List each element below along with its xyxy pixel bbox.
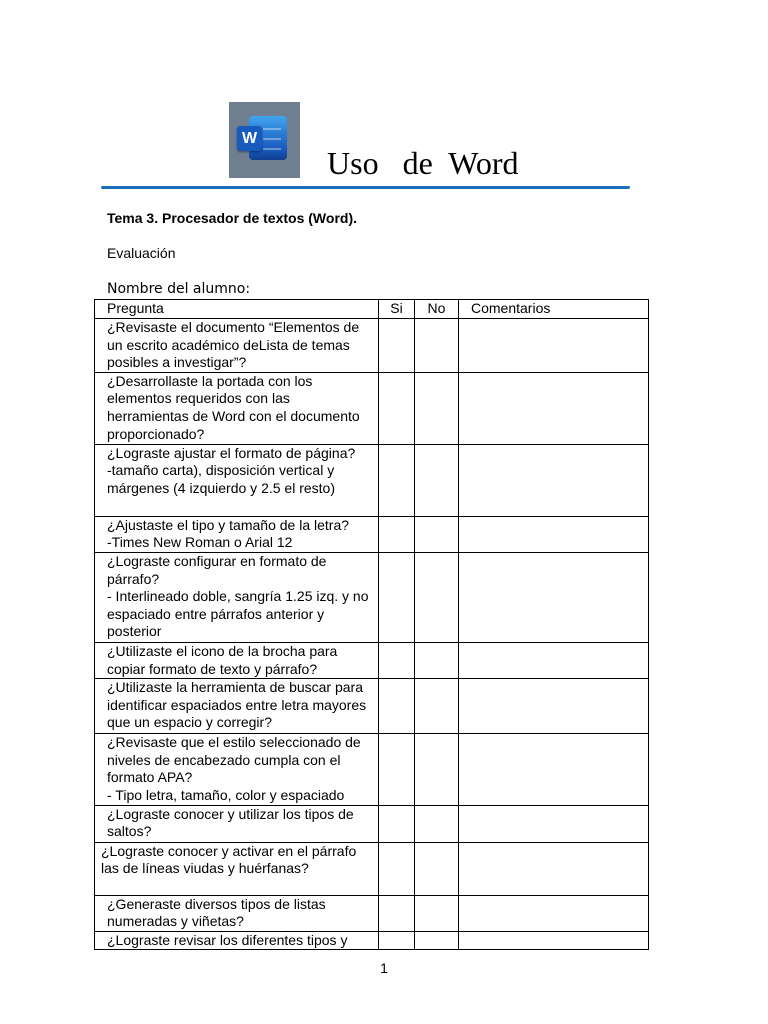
no-cell[interactable] [415, 679, 459, 734]
table-header-row [95, 300, 649, 319]
question-cell: ¿Lograste revisar los diferentes tipos y [95, 931, 379, 950]
table-row [95, 805, 649, 842]
page-number: 1 [380, 960, 388, 976]
table-row [95, 372, 649, 444]
table-row [95, 319, 649, 373]
comments-cell[interactable] [459, 805, 649, 842]
no-cell[interactable] [415, 642, 459, 678]
no-cell[interactable] [415, 842, 459, 895]
header-no: No [415, 300, 459, 319]
question-cell: ¿Revisaste que el estilo seleccionado de niveles de encabezado cumpla con el formato APA? - Tipo letra, tamaño, color y espaciado [95, 734, 379, 805]
comments-cell[interactable] [459, 444, 649, 516]
comments-cell[interactable] [459, 679, 649, 734]
comments-cell[interactable] [459, 552, 649, 642]
yes-cell[interactable] [379, 805, 415, 842]
yes-cell[interactable] [379, 444, 415, 516]
question-cell: ¿Lograste conocer y activar en el párrafo las de líneas viudas y huérfanas? [95, 842, 379, 895]
no-cell[interactable] [415, 516, 459, 552]
evaluation-label: Evaluación [107, 245, 176, 261]
topic-heading: Tema 3. Procesador de textos (Word). [107, 210, 357, 226]
no-cell[interactable] [415, 552, 459, 642]
question-cell: ¿Utilizaste el icono de la brocha para copiar formato de texto y párrafo? [95, 642, 379, 678]
page-title: Uso de Word [327, 145, 519, 181]
no-cell[interactable] [415, 372, 459, 444]
question-cell: ¿Generaste diversos tipos de listas numeradas y viñetas? [95, 895, 379, 931]
table-row [95, 444, 649, 516]
no-cell[interactable] [415, 444, 459, 516]
table-row [95, 734, 649, 805]
question-cell: ¿Utilizaste la herramienta de buscar para identificar espaciados entre letra mayores que un espacio y corregir? [95, 679, 379, 734]
no-cell[interactable] [415, 319, 459, 373]
question-cell: ¿Ajustaste el tipo y tamaño de la letra? -Times New Roman o Arial 12 [95, 516, 379, 552]
comments-cell[interactable] [459, 931, 649, 950]
comments-cell[interactable] [459, 895, 649, 931]
yes-cell[interactable] [379, 642, 415, 678]
table-row [95, 895, 649, 931]
comments-cell[interactable] [459, 734, 649, 805]
table-row [95, 516, 649, 552]
title-divider [101, 186, 630, 189]
yes-cell[interactable] [379, 552, 415, 642]
question-cell: ¿Lograste configurar en formato de párrafo? - Interlineado doble, sangría 1.25 izq. y no espaciado entre párrafos anterior y posterior [95, 552, 379, 642]
header-question: Pregunta [95, 300, 379, 319]
yes-cell[interactable] [379, 319, 415, 373]
comments-cell[interactable] [459, 842, 649, 895]
question-cell: ¿Lograste conocer y utilizar los tipos de saltos? [95, 805, 379, 842]
table-row [95, 931, 649, 950]
header-yes: Si [379, 300, 415, 319]
question-cell: ¿Lograste ajustar el formato de página? -tamaño carta), disposición vertical y márgenes (4 izquierdo y 2.5 el resto) [95, 444, 379, 516]
word-logo [229, 102, 300, 178]
no-cell[interactable] [415, 734, 459, 805]
yes-cell[interactable] [379, 734, 415, 805]
no-cell[interactable] [415, 895, 459, 931]
no-cell[interactable] [415, 805, 459, 842]
yes-cell[interactable] [379, 372, 415, 444]
yes-cell[interactable] [379, 679, 415, 734]
table-row [95, 642, 649, 678]
no-cell[interactable] [415, 931, 459, 950]
yes-cell[interactable] [379, 516, 415, 552]
question-cell: ¿Desarrollaste la portada con los elementos requeridos con las herramientas de Word con el documento proporcionado? [95, 372, 379, 444]
table-row [95, 552, 649, 642]
question-cell: ¿Revisaste el documento “Elementos de un escrito académico deLista de temas posibles a investigar”? [95, 319, 379, 373]
microsoft-word-icon: W [237, 126, 262, 151]
comments-cell[interactable] [459, 372, 649, 444]
table-row [95, 842, 649, 895]
comments-cell[interactable] [459, 319, 649, 373]
evaluation-checklist-table [94, 299, 649, 950]
yes-cell[interactable] [379, 931, 415, 950]
header-comments: Comentarios [459, 300, 649, 319]
comments-cell[interactable] [459, 642, 649, 678]
yes-cell[interactable] [379, 842, 415, 895]
student-name-label: Nombre del alumno: [107, 281, 251, 297]
yes-cell[interactable] [379, 895, 415, 931]
table-row [95, 679, 649, 734]
comments-cell[interactable] [459, 516, 649, 552]
